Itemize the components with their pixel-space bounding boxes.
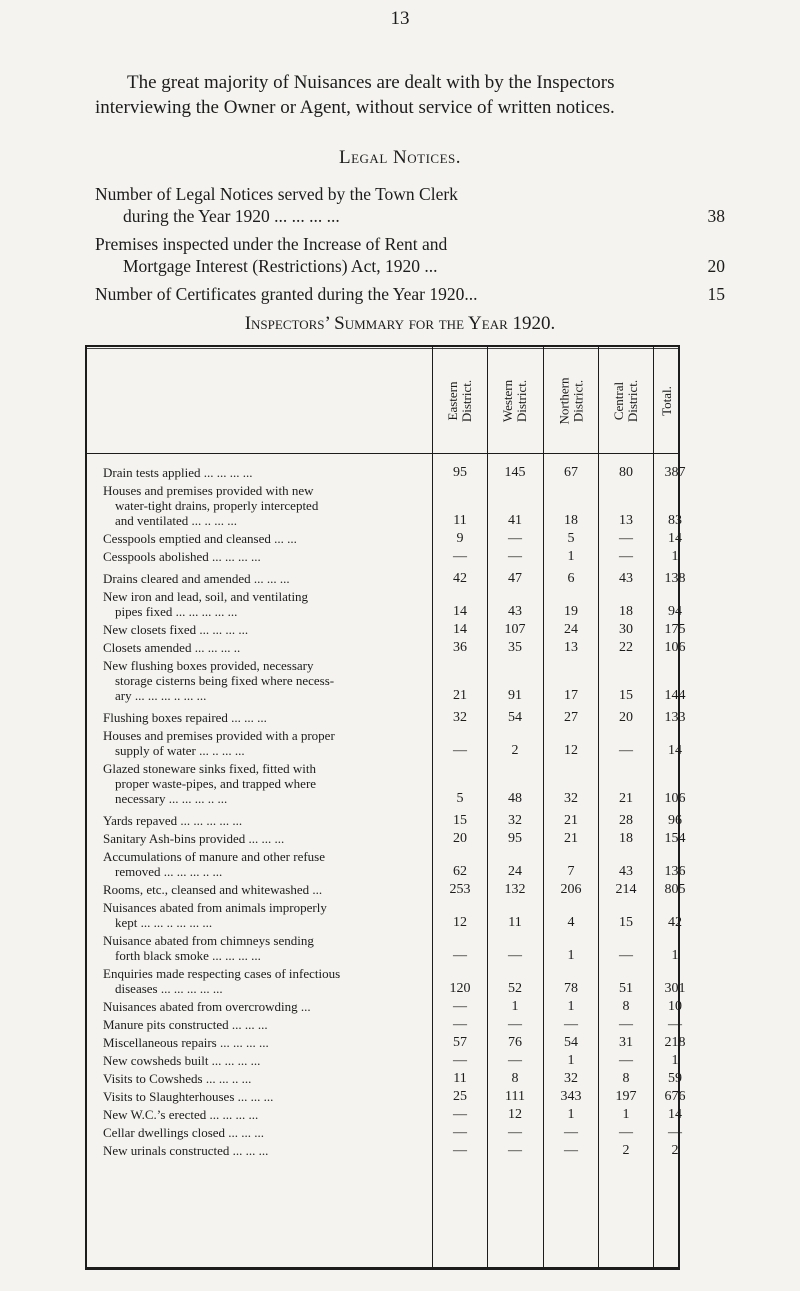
row-value: 14 (453, 622, 467, 637)
row-value: 59 (668, 1071, 682, 1086)
row-value: 48 (508, 791, 522, 806)
table-row (87, 1053, 678, 1068)
row-label-line: Flushing boxes repaired ... ... ... (103, 710, 267, 725)
row-value: 106 (664, 791, 686, 806)
table-top-rule (87, 348, 678, 349)
table-row (87, 571, 686, 586)
row-value: 106 (664, 640, 686, 655)
row-value: 1 (671, 1053, 679, 1068)
row-label (87, 999, 429, 1014)
row-label-line: ary ... ... ... .. ... ... (115, 688, 207, 703)
row-value: 111 (505, 1089, 525, 1104)
row-label (87, 1035, 429, 1050)
row-label (87, 728, 429, 758)
row-value: 62 (453, 864, 467, 879)
row-value: — (619, 1053, 633, 1068)
row-value: — (668, 1125, 682, 1140)
row-value: — (453, 1107, 467, 1122)
row-value: 32 (564, 1071, 578, 1086)
row-value: 2 (671, 1143, 679, 1158)
row-label-line: Miscellaneous repairs ... ... ... ... (103, 1035, 269, 1050)
row-value: 136 (664, 864, 686, 879)
row-label-line: Yards repaved ... ... ... ... ... (103, 813, 243, 828)
row-value: — (508, 549, 522, 564)
row-value: — (619, 1125, 633, 1140)
row-label-line: removed ... ... ... .. ... (115, 864, 223, 879)
row-label (87, 831, 429, 846)
row-value: — (619, 1017, 633, 1032)
row-value: 12 (564, 743, 578, 758)
row-value: 96 (668, 813, 682, 828)
row-value: — (619, 531, 633, 546)
row-label-line: diseases ... ... ... ... ... (115, 981, 223, 996)
row-value: 6 (567, 571, 575, 586)
row-value: 8 (622, 1071, 630, 1086)
legal-notice-text: Premises inspected under the Increase of Rent and (95, 234, 448, 254)
row-value: 676 (664, 1089, 686, 1104)
row-value: 95 (508, 831, 522, 846)
row-value: 5 (456, 791, 464, 806)
legal-notice-item (95, 183, 725, 227)
row-value: 43 (619, 571, 633, 586)
row-value: 27 (564, 710, 578, 725)
row-label-line: Cellar dwellings closed ... ... ... (103, 1125, 265, 1140)
table-row (87, 622, 686, 637)
table-row (87, 831, 686, 846)
row-label (87, 900, 429, 930)
row-label (87, 1143, 429, 1158)
table-row (87, 1089, 686, 1104)
row-value: — (668, 1017, 682, 1032)
row-value: 83 (668, 513, 682, 528)
row-value: — (564, 1017, 578, 1032)
row-value: 15 (619, 688, 633, 703)
table-row (87, 933, 678, 963)
row-value: 21 (564, 813, 578, 828)
row-label-line: Closets amended ... ... ... .. (103, 640, 241, 655)
row-label (87, 1125, 429, 1140)
row-value: 17 (564, 688, 578, 703)
row-value: 132 (504, 882, 526, 897)
row-value: 107 (504, 622, 526, 637)
row-value: 80 (619, 465, 633, 480)
row-label-line: Accumulations of manure and other refuse (103, 849, 326, 864)
row-value: 51 (619, 981, 633, 996)
row-value: 20 (453, 831, 467, 846)
row-value: 52 (508, 981, 522, 996)
table-row (87, 589, 682, 619)
row-label-line: water-tight drains, properly intercepted (115, 498, 319, 513)
row-value: — (564, 1125, 578, 1140)
row-label-line: Cesspools abolished ... ... ... ... (103, 549, 261, 564)
row-value: 15 (453, 813, 467, 828)
row-value: 9 (456, 531, 464, 546)
row-label-line: necessary ... ... ... .. ... (115, 791, 228, 806)
row-label (87, 882, 429, 897)
row-value: 14 (453, 604, 467, 619)
row-value: 76 (508, 1035, 522, 1050)
row-label-line: Sanitary Ash-bins provided ... ... ... (103, 831, 285, 846)
row-value: — (453, 948, 467, 963)
row-label-line: Manure pits constructed ... ... ... (103, 1017, 268, 1032)
row-label-line: supply of water ... .. ... ... (115, 743, 245, 758)
row-label (87, 531, 429, 546)
table-row (87, 710, 686, 725)
row-label-line: New urinals constructed ... ... ... (103, 1143, 269, 1158)
row-value: 31 (619, 1035, 633, 1050)
row-value: 11 (453, 513, 467, 528)
row-value: 11 (453, 1071, 467, 1086)
row-value: — (453, 549, 467, 564)
row-value: 13 (564, 640, 578, 655)
table-row (87, 531, 682, 546)
row-label-line: Glazed stoneware sinks fixed, fitted with (103, 761, 316, 776)
row-value: 30 (619, 622, 633, 637)
row-value: 10 (668, 999, 682, 1014)
row-value: 35 (508, 640, 522, 655)
row-value: 22 (619, 640, 633, 655)
legal-notice-text-cont: during the Year 1920 ... ... ... ... (123, 206, 340, 226)
row-value: — (564, 1143, 578, 1158)
row-label (87, 1017, 429, 1032)
column-header-central: Central District. (611, 379, 640, 423)
row-label-line: Visits to Cowsheds ... ... .. ... (103, 1071, 252, 1086)
row-value: 214 (615, 882, 637, 897)
row-value: 8 (622, 999, 630, 1014)
legal-notice-value: 15 (707, 284, 725, 304)
table-row (87, 465, 686, 480)
row-value: 28 (619, 813, 633, 828)
row-label-line: Cesspools emptied and cleansed ... ... (103, 531, 297, 546)
row-label-line: Nuisances abated from overcrowding ... (103, 999, 311, 1014)
row-value: 24 (564, 622, 578, 637)
row-value: 805 (664, 882, 686, 897)
row-label-line: Enquiries made respecting cases of infectious (103, 966, 341, 981)
table-row (87, 728, 682, 758)
row-label (87, 1071, 429, 1086)
row-label (87, 465, 429, 480)
row-value: — (619, 549, 633, 564)
header-rule (87, 453, 678, 454)
row-value: 67 (564, 465, 578, 480)
legal-notice-item (95, 283, 725, 305)
row-value: — (453, 743, 467, 758)
row-label (87, 1107, 429, 1122)
table-row (87, 761, 686, 806)
summary-title: Inspectors’ Summary for the Year 1920. (244, 313, 556, 334)
row-label-line: Houses and premises provided with new (103, 483, 314, 498)
row-label-line: pipes fixed ... ... ... ... ... (115, 604, 238, 619)
row-value: 14 (668, 531, 682, 546)
table-row (87, 1017, 682, 1032)
row-label (87, 710, 429, 725)
row-value: 14 (668, 1107, 682, 1122)
row-value: 144 (664, 688, 686, 703)
row-value: 18 (619, 831, 633, 846)
row-value: 1 (671, 549, 679, 564)
row-value: 20 (619, 710, 633, 725)
page-number: 13 (390, 8, 410, 29)
table-row (87, 640, 686, 655)
table-row (87, 549, 678, 564)
legal-notice-text: Number of Legal Notices served by the Town Clerk (95, 184, 458, 204)
row-value: — (453, 999, 467, 1014)
row-value: 2 (511, 743, 519, 758)
row-value: 197 (615, 1089, 637, 1104)
row-value: 138 (664, 571, 686, 586)
row-value: 12 (453, 915, 467, 930)
row-value: 218 (664, 1035, 686, 1050)
row-value: — (453, 1017, 467, 1032)
row-label-line: New W.C.’s erected ... ... ... ... (103, 1107, 259, 1122)
legal-notice-item (95, 233, 725, 277)
row-value: 32 (508, 813, 522, 828)
row-label (87, 1089, 429, 1104)
row-label-line: and ventilated ... .. ... ... (115, 513, 238, 528)
row-value: — (453, 1143, 467, 1158)
row-label-line: Visits to Slaughterhouses ... ... ... (103, 1089, 274, 1104)
column-header-western: Western District. (500, 379, 529, 423)
row-value: 32 (453, 710, 467, 725)
row-label-line: Drains cleared and amended ... ... ... (103, 571, 290, 586)
row-value: 91 (508, 688, 522, 703)
row-value: 1 (567, 948, 575, 963)
row-value: 1 (671, 948, 679, 963)
row-value: 1 (567, 1053, 575, 1068)
table-row (87, 1035, 686, 1050)
row-value: 47 (508, 571, 522, 586)
row-value: 343 (560, 1089, 582, 1104)
table-row (87, 1125, 682, 1140)
row-value: 1 (567, 549, 575, 564)
row-label (87, 640, 429, 655)
row-label-line: Drain tests applied ... ... ... ... (103, 465, 253, 480)
row-label-line: New closets fixed ... ... ... ... (103, 622, 249, 637)
row-value: 13 (619, 513, 633, 528)
row-value: 4 (567, 915, 575, 930)
row-value: 145 (504, 465, 526, 480)
row-value: 21 (564, 831, 578, 846)
table-row (87, 1143, 678, 1158)
row-label (87, 933, 429, 963)
row-label-line: forth black smoke ... ... ... ... (115, 948, 261, 963)
row-value: 120 (449, 981, 471, 996)
row-value: — (619, 743, 633, 758)
row-label-line: kept ... ... .. ... ... ... (115, 915, 213, 930)
legal-notices-title: Legal Notices. (339, 147, 461, 168)
row-label (87, 622, 429, 637)
row-value: — (508, 1125, 522, 1140)
row-value: 57 (453, 1035, 467, 1050)
row-label (87, 813, 429, 828)
row-value: — (508, 1053, 522, 1068)
row-label-line: proper waste-pipes, and trapped where (115, 776, 317, 791)
row-label-line: Rooms, etc., cleansed and whitewashed ... (103, 882, 323, 897)
row-value: 54 (508, 710, 522, 725)
row-label-line: New flushing boxes provided, necessary (103, 658, 314, 673)
row-value: 154 (664, 831, 686, 846)
table-row (87, 882, 686, 897)
row-value: 206 (560, 882, 582, 897)
row-label (87, 966, 429, 996)
row-label (87, 1053, 429, 1068)
column-header-eastern: Eastern District. (445, 379, 474, 423)
row-value: 95 (453, 465, 467, 480)
row-value: 43 (619, 864, 633, 879)
row-label-line: Houses and premises provided with a proper (103, 728, 335, 743)
row-value: 1 (511, 999, 519, 1014)
row-label (87, 571, 429, 586)
row-value: 5 (567, 531, 575, 546)
row-value: 32 (564, 791, 578, 806)
row-value: 7 (567, 864, 575, 879)
table-row (87, 999, 682, 1014)
row-label-line: New cowsheds built ... ... ... ... (103, 1053, 261, 1068)
row-value: 19 (564, 604, 578, 619)
row-value: 78 (564, 981, 578, 996)
row-label (87, 761, 429, 806)
row-value: 387 (664, 465, 686, 480)
table-row (87, 1071, 682, 1086)
row-value: 25 (453, 1089, 467, 1104)
table-row (87, 483, 682, 528)
row-value: 133 (664, 710, 686, 725)
row-label-line: New iron and lead, soil, and ventilating (103, 589, 309, 604)
table-row (87, 813, 682, 828)
row-value: 43 (508, 604, 522, 619)
row-value: 11 (508, 915, 522, 930)
row-label (87, 658, 429, 703)
row-label (87, 483, 429, 528)
row-value: — (453, 1053, 467, 1068)
row-value: 18 (619, 604, 633, 619)
row-value: — (619, 948, 633, 963)
row-value: 253 (449, 882, 471, 897)
row-value: 1 (567, 1107, 575, 1122)
row-value: 18 (564, 513, 578, 528)
table-row (87, 966, 686, 996)
table-row (87, 900, 682, 930)
summary-table (85, 345, 686, 1270)
row-label-line: Nuisances abated from animals improperly (103, 900, 327, 915)
row-value: — (453, 1125, 467, 1140)
row-value: 21 (453, 688, 467, 703)
row-value: 94 (668, 604, 682, 619)
row-label-line: storage cisterns being fixed where necess- (115, 673, 335, 688)
row-value: — (508, 948, 522, 963)
row-value: 14 (668, 743, 682, 758)
legal-notice-text-cont: Mortgage Interest (Restrictions) Act, 1920 ... (123, 256, 438, 276)
table-row (87, 658, 686, 703)
row-label (87, 549, 429, 564)
row-value: 42 (668, 915, 682, 930)
column-header-northern: Northern District. (556, 377, 585, 425)
row-value: 15 (619, 915, 633, 930)
row-value: — (508, 1143, 522, 1158)
row-value: 21 (619, 791, 633, 806)
row-value: — (508, 531, 522, 546)
column-header-total: Total. (658, 386, 674, 416)
row-value: 41 (508, 513, 522, 528)
row-value: 301 (664, 981, 686, 996)
row-value: 42 (453, 571, 467, 586)
row-value: 12 (508, 1107, 522, 1122)
row-label (87, 849, 429, 879)
row-value: — (508, 1017, 522, 1032)
row-value: 175 (664, 622, 686, 637)
table-row (87, 1107, 682, 1122)
row-value: 24 (508, 864, 522, 879)
legal-notice-value: 38 (707, 206, 725, 226)
row-value: 2 (622, 1143, 630, 1158)
legal-notices-list (95, 183, 725, 311)
legal-notice-value: 20 (707, 256, 725, 276)
row-label-line: Nuisance abated from chimneys sending (103, 933, 314, 948)
row-value: 1 (567, 999, 575, 1014)
row-value: 8 (511, 1071, 519, 1086)
intro-paragraph: The great majority of Nuisances are dealt with by the Inspectors interviewing the Owner or Agent, without service of written notices. (95, 72, 615, 118)
table-body (87, 465, 686, 1158)
legal-notice-text: Number of Certificates granted during the Year 1920... (95, 284, 478, 304)
table-row (87, 849, 686, 879)
row-value: 36 (453, 640, 467, 655)
row-label (87, 589, 429, 619)
row-value: 54 (564, 1035, 578, 1050)
row-value: 1 (622, 1107, 630, 1122)
